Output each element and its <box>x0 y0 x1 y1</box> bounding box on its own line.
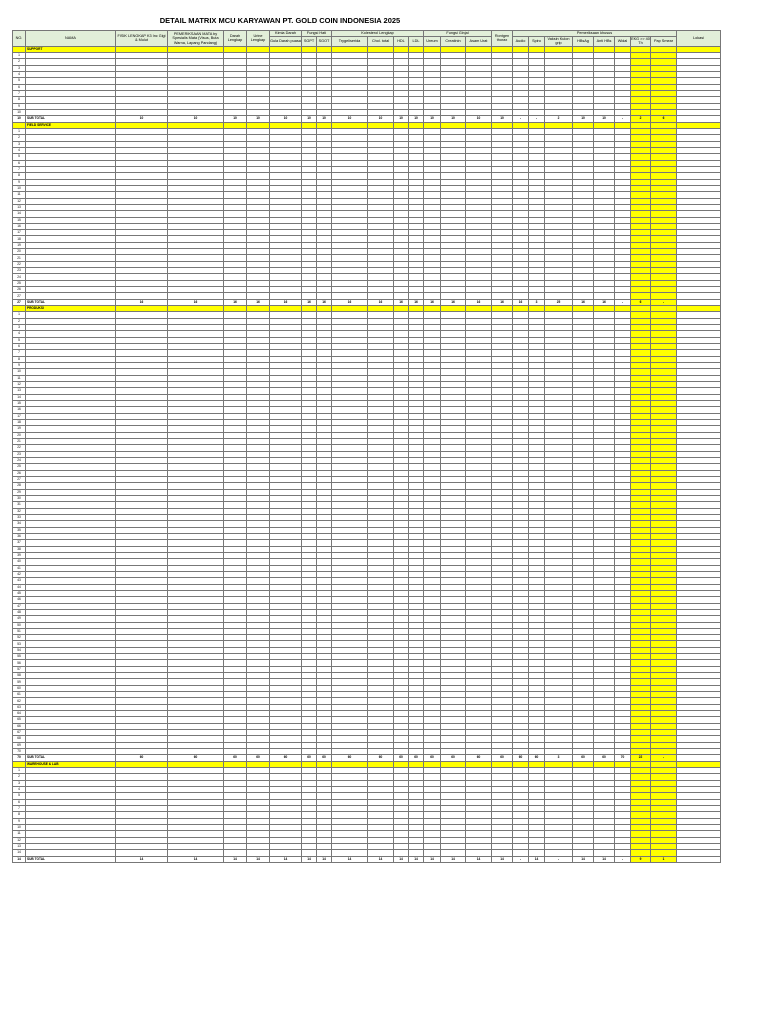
row-number: 8 <box>13 356 26 362</box>
row-number: 7 <box>13 90 26 96</box>
row-number: 6 <box>13 344 26 350</box>
col-header-audio: Audio <box>513 36 529 46</box>
subtotal-value: - <box>513 116 529 122</box>
row-number: 66 <box>13 723 26 729</box>
subtotal-value: 60 <box>529 755 545 761</box>
row-number: 69 <box>13 742 26 748</box>
row-number: 26 <box>13 470 26 476</box>
row-number: 7 <box>13 166 26 172</box>
row-number: 2 <box>13 59 26 65</box>
subtotal-value: 70 <box>615 755 631 761</box>
row-number: 3 <box>13 141 26 147</box>
row-number: 27 <box>13 293 26 299</box>
row-number: 30 <box>13 495 26 501</box>
row-number: 5 <box>13 78 26 84</box>
subtotal-value: 60 <box>573 755 594 761</box>
row-number: 19 <box>13 426 26 432</box>
row-number: 8 <box>13 97 26 103</box>
subtotal-value: 60 <box>492 755 513 761</box>
col-header-fisik: FISIK LENGKAP K3 Inc Gigi & Mulut <box>116 31 168 47</box>
row-number: 52 <box>13 635 26 641</box>
subtotal-value: 60 <box>513 755 529 761</box>
row-number: 2 <box>13 135 26 141</box>
row-number: 18 <box>13 236 26 242</box>
col-header-trig: Trygeliserida <box>332 36 368 46</box>
subtotal-value: 16 <box>224 299 247 305</box>
subtotal-label: SUB TOTAL <box>26 116 116 122</box>
row-number: 4 <box>13 787 26 793</box>
subtotal-value: 3 <box>529 299 545 305</box>
subtotal-value: 10 <box>302 116 317 122</box>
subtotal-value: 10 <box>270 116 302 122</box>
row-number: 9 <box>13 179 26 185</box>
mcu-matrix-table <box>12 30 721 863</box>
row-number: 27 <box>13 476 26 482</box>
col-header-chol: Chol. total <box>368 36 394 46</box>
subtotal-value: 10 <box>224 116 247 122</box>
row-number: 8 <box>13 812 26 818</box>
subtotal-value: 1 <box>651 856 677 862</box>
document-title: DETAIL MATRIX MCU KARYAWAN PT. GOLD COIN INDONESIA 2025 <box>159 16 401 25</box>
subtotal-value: 14 <box>368 856 394 862</box>
row-number: 4 <box>13 147 26 153</box>
subtotal-value: 16 <box>513 299 529 305</box>
col-header-spiro: Spiro <box>529 36 545 46</box>
section-label: FIELD SERVICE <box>26 122 116 128</box>
section-label: WAREHOUSE & LAB <box>26 761 116 767</box>
row-number: 54 <box>13 647 26 653</box>
subtotal-value: 14 <box>424 856 441 862</box>
subtotal-value: 10 <box>441 116 466 122</box>
subtotal-value: - <box>513 856 529 862</box>
row-number: 10 <box>13 369 26 375</box>
subtotal-value: 10 <box>332 116 368 122</box>
col-header-antihbs: Anti HBs <box>594 36 615 46</box>
row-number: 28 <box>13 483 26 489</box>
row-number: 22 <box>13 445 26 451</box>
subtotal-value: 10 <box>247 116 270 122</box>
row-number: 34 <box>13 521 26 527</box>
col-header-hdl: HDL <box>394 36 409 46</box>
subtotal-value: 14 <box>332 856 368 862</box>
row-number: 62 <box>13 698 26 704</box>
subtotal-value: 10 <box>594 116 615 122</box>
subtotal-value: 10 <box>424 116 441 122</box>
row-number: 10 <box>13 825 26 831</box>
subtotal-value: - <box>651 755 677 761</box>
subtotal-value: 14 <box>594 856 615 862</box>
row-number: 24 <box>13 457 26 463</box>
row-number: 14 <box>13 394 26 400</box>
row-number: 16 <box>13 223 26 229</box>
row-number: 8 <box>13 173 26 179</box>
row-number: 18 <box>13 420 26 426</box>
row-number: 56 <box>13 660 26 666</box>
row-number: 5 <box>13 154 26 160</box>
row-number: 1 <box>13 128 26 134</box>
row-number: 14 <box>13 850 26 856</box>
row-number: 61 <box>13 692 26 698</box>
subtotal-value: 25 <box>545 299 573 305</box>
subtotal-value: 14 <box>270 856 302 862</box>
row-number: 60 <box>13 685 26 691</box>
subtotal-value: 60 <box>116 755 168 761</box>
row-number: 64 <box>13 711 26 717</box>
row-number: 6 <box>13 84 26 90</box>
row-number: 42 <box>13 571 26 577</box>
col-header-vaksin: Vaksin Kulon grip <box>545 36 573 46</box>
row-number: 49 <box>13 616 26 622</box>
group-header-pemeriksaan-khusus: Pemeriksaan khusus <box>513 31 677 37</box>
row-number: 44 <box>13 584 26 590</box>
col-header-darah: Darah Lengkap <box>224 31 247 47</box>
subtotal-value: 60 <box>224 755 247 761</box>
subtotal-count: 70 <box>13 755 26 761</box>
matrix-body <box>13 46 721 862</box>
subtotal-value: 16 <box>466 299 492 305</box>
subtotal-value: 22 <box>631 755 651 761</box>
subtotal-value: 6 <box>651 116 677 122</box>
row-number: 51 <box>13 628 26 634</box>
row-number: 9 <box>13 103 26 109</box>
subtotal-value: 14 <box>116 856 168 862</box>
col-header-ureum: Ureum <box>424 36 441 46</box>
row-number: 16 <box>13 407 26 413</box>
row-number: 14 <box>13 211 26 217</box>
subtotal-value: 16 <box>441 299 466 305</box>
section-label: SUPPORT <box>26 46 116 52</box>
row-number: 17 <box>13 413 26 419</box>
row-number: 13 <box>13 388 26 394</box>
row-number: 67 <box>13 730 26 736</box>
group-header-fungsi-hati: Fungsi Hati <box>302 31 332 37</box>
row-number: 4 <box>13 331 26 337</box>
row-number: 68 <box>13 736 26 742</box>
row-number: 13 <box>13 843 26 849</box>
subtotal-value: 60 <box>594 755 615 761</box>
row-number: 21 <box>13 438 26 444</box>
subtotal-value: 10 <box>317 116 332 122</box>
subtotal-value: 16 <box>168 299 224 305</box>
group-header-kimia-darah: Kimia Darah <box>270 31 302 37</box>
subtotal-count: 14 <box>13 856 26 862</box>
row-number: 57 <box>13 666 26 672</box>
subtotal-value: 3 <box>545 755 573 761</box>
row-number: 33 <box>13 514 26 520</box>
subtotal-value: 14 <box>573 856 594 862</box>
row-number: 20 <box>13 432 26 438</box>
row-number: 1 <box>13 768 26 774</box>
row-number: 50 <box>13 622 26 628</box>
subtotal-value: 2 <box>631 116 651 122</box>
row-number: 48 <box>13 609 26 615</box>
row-number: 63 <box>13 704 26 710</box>
subtotal-value: 16 <box>317 299 332 305</box>
row-number: 26 <box>13 287 26 293</box>
subtotal-value: 60 <box>441 755 466 761</box>
subtotal-value: 16 <box>424 299 441 305</box>
row-number: 4 <box>13 71 26 77</box>
row-number: 2 <box>13 318 26 324</box>
row-number: 11 <box>13 831 26 837</box>
subtotal-value: 16 <box>492 299 513 305</box>
col-header-rontgen: Rontgen thorax <box>492 31 513 47</box>
col-header-mata: PEMERIKSAAN MATA by Spesialis Mata (Visus, Buta Warna, Lapang Pandang) <box>168 31 224 47</box>
row-number: 37 <box>13 540 26 546</box>
subtotal-value: 14 <box>224 856 247 862</box>
row-number: 40 <box>13 559 26 565</box>
subtotal-value: - <box>529 116 545 122</box>
subtotal-value: 6 <box>631 299 651 305</box>
row-number: 15 <box>13 217 26 223</box>
row-number: 7 <box>13 806 26 812</box>
subtotal-value: 10 <box>573 116 594 122</box>
subtotal-label: SUB TOTAL <box>26 755 116 761</box>
col-header-pap-smear: Pap Smear <box>651 36 677 46</box>
subtotal-value: 60 <box>424 755 441 761</box>
row-number: 17 <box>13 230 26 236</box>
row-number: 19 <box>13 242 26 248</box>
subtotal-value: - <box>615 299 631 305</box>
subtotal-value: - <box>651 299 677 305</box>
row-number: 53 <box>13 641 26 647</box>
subtotal-value: 10 <box>368 116 394 122</box>
row-number: 39 <box>13 552 26 558</box>
row-number: 59 <box>13 679 26 685</box>
row-number: 10 <box>13 109 26 115</box>
row-number: 25 <box>13 464 26 470</box>
col-header-sgot: SGOT <box>317 36 332 46</box>
col-header-hbsag: HBsAg <box>573 36 594 46</box>
subtotal-value: 60 <box>466 755 492 761</box>
row-number: 25 <box>13 280 26 286</box>
subtotal-value: 10 <box>492 116 513 122</box>
col-header-ldl: LDL <box>409 36 424 46</box>
row-number: 23 <box>13 268 26 274</box>
row-number: 47 <box>13 603 26 609</box>
subtotal-value: 16 <box>270 299 302 305</box>
col-header-nama: NAMA <box>26 31 116 47</box>
subtotal-value: 60 <box>332 755 368 761</box>
row-number: 21 <box>13 255 26 261</box>
subtotal-value: 16 <box>394 299 409 305</box>
row-number: 3 <box>13 65 26 71</box>
col-header-creatinin: Creatinin <box>441 36 466 46</box>
row-number: 70 <box>13 749 26 755</box>
col-header-urine: Urine Lengkap <box>247 31 270 47</box>
subtotal-value: 16 <box>332 299 368 305</box>
row-number: 12 <box>13 198 26 204</box>
section-label: PRODUKSI <box>26 306 116 312</box>
subtotal-count: 27 <box>13 299 26 305</box>
subtotal-value: 16 <box>409 299 424 305</box>
subtotal-value: 60 <box>302 755 317 761</box>
row-number: 55 <box>13 654 26 660</box>
subtotal-value: 10 <box>116 116 168 122</box>
row-number: 41 <box>13 565 26 571</box>
col-header-sgpt: SGPT <box>302 36 317 46</box>
row-number: 31 <box>13 502 26 508</box>
subtotal-value: 16 <box>116 299 168 305</box>
subtotal-value: - <box>615 856 631 862</box>
row-number: 11 <box>13 375 26 381</box>
subtotal-label: SUB TOTAL <box>26 856 116 862</box>
subtotal-value: 10 <box>168 116 224 122</box>
subtotal-value: 14 <box>409 856 424 862</box>
subtotal-value: 14 <box>492 856 513 862</box>
group-header-fungsi-ginjal: Fungsi Ginjal <box>424 31 492 37</box>
row-number: 3 <box>13 325 26 331</box>
row-number: 9 <box>13 818 26 824</box>
row-number: 1 <box>13 52 26 58</box>
row-number: 22 <box>13 261 26 267</box>
subtotal-value: 10 <box>394 116 409 122</box>
row-number: 1 <box>13 312 26 318</box>
row-number: 58 <box>13 673 26 679</box>
row-number: 45 <box>13 590 26 596</box>
col-header-no: NO. <box>13 31 26 47</box>
subtotal-value: 14 <box>529 856 545 862</box>
subtotal-value: 14 <box>394 856 409 862</box>
subtotal-value: 14 <box>247 856 270 862</box>
subtotal-value: - <box>615 116 631 122</box>
subtotal-value: 14 <box>441 856 466 862</box>
row-number: 3 <box>13 780 26 786</box>
row-number: 12 <box>13 837 26 843</box>
row-number: 10 <box>13 185 26 191</box>
subtotal-value: 16 <box>594 299 615 305</box>
subtotal-value: 14 <box>317 856 332 862</box>
row-number: 15 <box>13 401 26 407</box>
subtotal-value: 60 <box>394 755 409 761</box>
row-number: 12 <box>13 382 26 388</box>
subtotal-label: SUB TOTAL <box>26 299 116 305</box>
row-number: 6 <box>13 799 26 805</box>
row-number: 11 <box>13 192 26 198</box>
subtotal-value: 60 <box>270 755 302 761</box>
subtotal-count: 10 <box>13 116 26 122</box>
subtotal-value: 60 <box>368 755 394 761</box>
subtotal-value: 60 <box>409 755 424 761</box>
subtotal-value: 60 <box>247 755 270 761</box>
subtotal-value: 2 <box>545 116 573 122</box>
row-number: 65 <box>13 717 26 723</box>
row-number: 32 <box>13 508 26 514</box>
row-number: 46 <box>13 597 26 603</box>
subtotal-value: 16 <box>302 299 317 305</box>
col-header-lokasi: Lokasi <box>677 31 721 47</box>
row-number: 5 <box>13 337 26 343</box>
col-header-asam-urat: Asam Urat <box>466 36 492 46</box>
row-number: 29 <box>13 489 26 495</box>
subtotal-value: 10 <box>409 116 424 122</box>
row-number: 20 <box>13 249 26 255</box>
subtotal-value: 9 <box>631 856 651 862</box>
subtotal-value: 16 <box>368 299 394 305</box>
subtotal-value: 16 <box>573 299 594 305</box>
row-number: 36 <box>13 533 26 539</box>
col-header-gula: Gula Darah puasa <box>270 36 302 46</box>
subtotal-value: 14 <box>466 856 492 862</box>
row-number: 23 <box>13 451 26 457</box>
row-number: 6 <box>13 160 26 166</box>
row-number: 43 <box>13 578 26 584</box>
subtotal-value: 16 <box>247 299 270 305</box>
col-header-ekg: EKG >> 40 Th <box>631 36 650 46</box>
subtotal-value: 10 <box>466 116 492 122</box>
col-header-widal: Widal <box>615 36 631 46</box>
group-header-kolesterol: Kolesterol Lengkap <box>332 31 424 37</box>
subtotal-value: 60 <box>168 755 224 761</box>
subtotal-value: 14 <box>168 856 224 862</box>
row-number: 2 <box>13 774 26 780</box>
row-number: 38 <box>13 546 26 552</box>
row-number: 5 <box>13 793 26 799</box>
row-number: 35 <box>13 527 26 533</box>
subtotal-value: - <box>545 856 573 862</box>
row-number: 13 <box>13 204 26 210</box>
subtotal-value: 14 <box>302 856 317 862</box>
subtotal-location <box>677 856 721 862</box>
subtotal-value: 60 <box>317 755 332 761</box>
row-number: 7 <box>13 350 26 356</box>
row-number: 9 <box>13 363 26 369</box>
subtotal-row <box>13 856 721 862</box>
row-number: 24 <box>13 274 26 280</box>
